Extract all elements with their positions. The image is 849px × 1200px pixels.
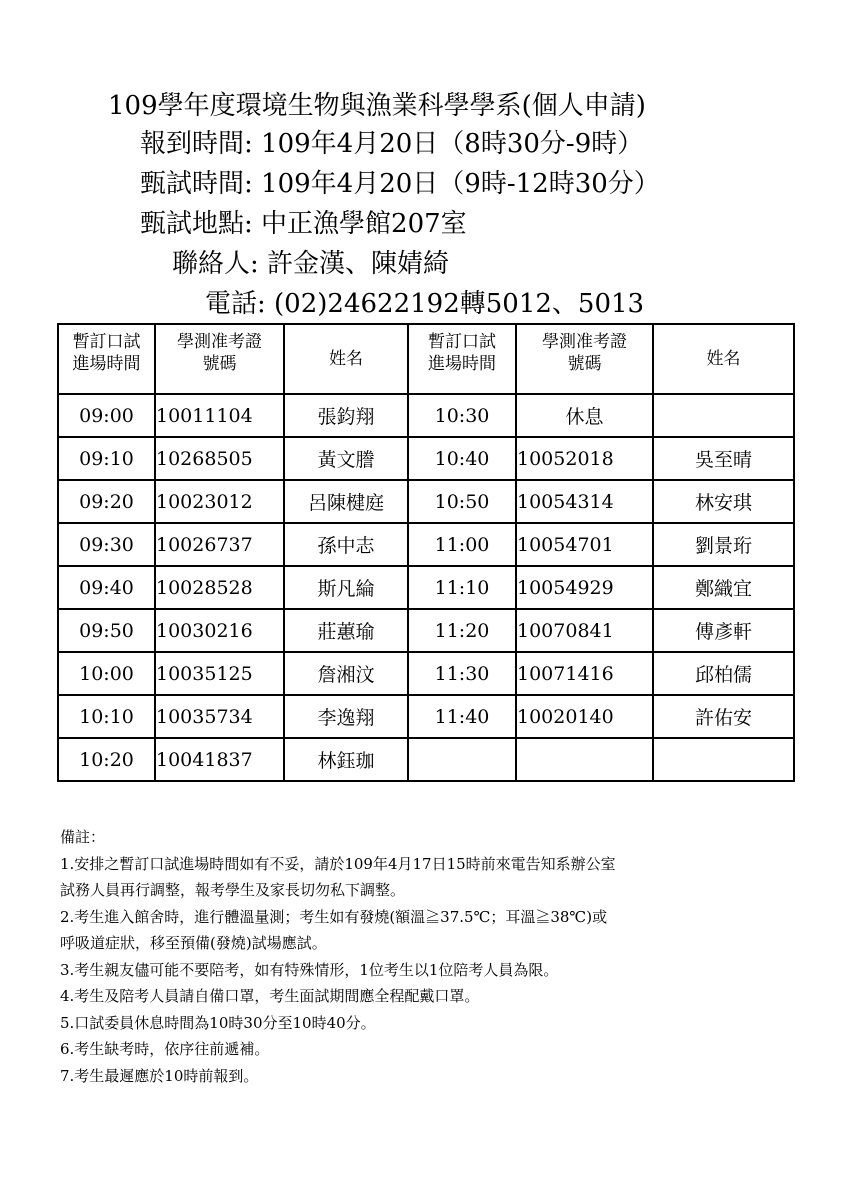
name-cell: 林安琪 <box>653 480 794 523</box>
exam-id-cell: 10026737 <box>155 523 284 566</box>
note-line: 5.口試委員休息時間為10時30分至10時40分。 <box>60 1013 376 1032</box>
name-cell: 斯凡綸 <box>284 566 408 609</box>
exam-id-cell: 10023012 <box>155 480 284 523</box>
document-title: 109學年度環境生物與漁業科學學系(個人申請) <box>108 91 646 121</box>
name-cell: 呂陳楗庭 <box>284 480 408 523</box>
exam-location: 甄試地點: 中正漁學館207室 <box>140 209 467 239</box>
table-row <box>58 652 794 695</box>
table-row <box>58 609 794 652</box>
time-cell: 09:30 <box>58 523 155 566</box>
exam-id-cell: 10268505 <box>155 437 284 480</box>
time-cell: 09:50 <box>58 609 155 652</box>
exam-id-cell: 10071416 <box>516 652 653 695</box>
name-cell: 吳至晴 <box>653 437 794 480</box>
note-line: 6.考生缺考時，依序往前遞補。 <box>60 1040 270 1058</box>
interview-schedule-table <box>57 323 795 782</box>
name-cell: 林鈺珈 <box>284 738 408 781</box>
note-line: 4.考生及陪考人員請自備口罩，考生面試期間應全程配戴口罩。 <box>60 987 480 1005</box>
column-header-name: 姓名 <box>284 324 408 394</box>
time-cell: 10:10 <box>58 695 155 738</box>
time-cell: 09:40 <box>58 566 155 609</box>
time-cell: 11:40 <box>408 695 516 738</box>
exam-id-cell: 10070841 <box>516 609 653 652</box>
exam-id-cell: 10054314 <box>516 480 653 523</box>
column-header-exam-id: 學測准考證 號碼 <box>155 324 284 394</box>
time-cell: 11:10 <box>408 566 516 609</box>
name-cell: 詹湘汶 <box>284 652 408 695</box>
break-cell: 休息 <box>516 394 653 437</box>
time-cell: 11:20 <box>408 609 516 652</box>
table-row <box>58 480 794 523</box>
table-row <box>58 566 794 609</box>
contact-phone: 電話: (02)24622192轉5012、5013 <box>205 289 645 319</box>
column-header-exam-id: 學測准考證 號碼 <box>516 324 653 394</box>
time-cell: 11:00 <box>408 523 516 566</box>
time-cell: 09:00 <box>58 394 155 437</box>
name-cell: 莊蕙瑜 <box>284 609 408 652</box>
exam-id-cell: 10011104 <box>155 394 284 437</box>
notes-heading: 備註： <box>60 828 106 846</box>
exam-id-cell: 10054701 <box>516 523 653 566</box>
name-cell: 孫中志 <box>284 523 408 566</box>
exam-id-cell: 10041837 <box>155 738 284 781</box>
exam-id-cell: 10030216 <box>155 609 284 652</box>
table-row <box>58 738 794 781</box>
time-cell: 10:20 <box>58 738 155 781</box>
exam-id-cell: 10020140 <box>516 695 653 738</box>
exam-time: 甄試時間: 109年4月20日（9時-12時30分） <box>140 169 660 199</box>
name-cell <box>653 738 794 781</box>
name-cell: 張鈞翔 <box>284 394 408 437</box>
time-cell: 10:00 <box>58 652 155 695</box>
time-cell: 09:10 <box>58 437 155 480</box>
column-header-time: 暫訂口試 進場時間 <box>58 324 155 394</box>
name-cell: 邱柏儒 <box>653 652 794 695</box>
time-cell: 09:20 <box>58 480 155 523</box>
report-time: 報到時間: 109年4月20日（8時30分-9時） <box>140 129 644 159</box>
exam-id-cell: 10028528 <box>155 566 284 609</box>
exam-id-cell: 10035125 <box>155 652 284 695</box>
note-line: 試務人員再行調整，報考學生及家長切勿私下調整。 <box>60 881 406 899</box>
note-line: 呼吸道症狀，移至預備(發燒)試場應試。 <box>60 934 327 952</box>
table-row <box>58 695 794 738</box>
table-row <box>58 394 794 437</box>
exam-id-cell: 10052018 <box>516 437 653 480</box>
name-cell: 鄭織宜 <box>653 566 794 609</box>
name-cell: 黃文謄 <box>284 437 408 480</box>
name-cell <box>653 394 794 437</box>
column-header-name: 姓名 <box>653 324 794 394</box>
name-cell: 劉景珩 <box>653 523 794 566</box>
note-line: 3.考生親友儘可能不要陪考，如有特殊情形，1位考生以1位陪考人員為限。 <box>60 960 559 979</box>
time-cell: 10:30 <box>408 394 516 437</box>
name-cell: 許佑安 <box>653 695 794 738</box>
time-cell: 11:30 <box>408 652 516 695</box>
name-cell: 傅彥軒 <box>653 609 794 652</box>
table-row <box>58 523 794 566</box>
exam-id-cell: 10054929 <box>516 566 653 609</box>
note-line: 1.安排之暫訂口試進場時間如有不妥，請於109年4月17日15時前來電告知系辦公室 <box>60 854 616 873</box>
notes-section <box>60 824 616 1089</box>
column-header-time: 暫訂口試 進場時間 <box>408 324 516 394</box>
time-cell: 10:40 <box>408 437 516 480</box>
note-line: 2.考生進入館舍時，進行體溫量測；考生如有發燒(額溫≧37.5℃；耳溫≧38℃)或 <box>60 907 608 926</box>
table-row <box>58 437 794 480</box>
table-header-row <box>58 324 794 394</box>
exam-id-cell: 10035734 <box>155 695 284 738</box>
time-cell <box>408 738 516 781</box>
exam-id-cell <box>516 738 653 781</box>
name-cell: 李逸翔 <box>284 695 408 738</box>
time-cell: 10:50 <box>408 480 516 523</box>
note-line: 7.考生最遲應於10時前報到。 <box>60 1066 259 1085</box>
contact-person: 聯絡人: 許金漢、陳婧綺 <box>172 249 450 279</box>
